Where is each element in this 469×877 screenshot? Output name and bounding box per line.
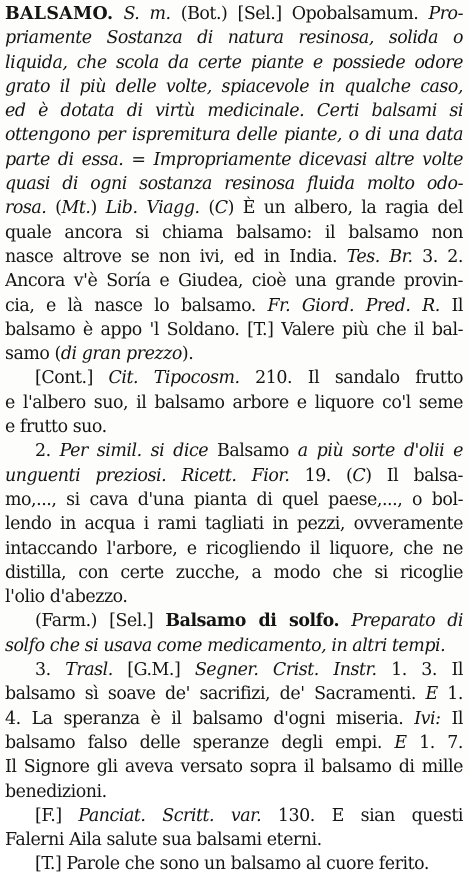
text-line: [5, 2, 463, 26]
text-line: [5, 682, 463, 706]
text-segment: (Farm.) [Sel.]: [35, 611, 166, 632]
text-segment: Lib. Viagg.: [105, 198, 200, 219]
text-segment: Trasl.: [65, 660, 113, 681]
text-segment: ) Il balsa-: [365, 465, 463, 486]
text-line: [5, 318, 463, 342]
text-line: [5, 245, 463, 269]
text-line: [5, 464, 463, 488]
text-segment: priamente Sostanza di natura resinosa, solida o: [5, 28, 463, 49]
text-segment: quasi di ogni sostanza resinosa fluida molto odo-: [5, 174, 463, 195]
text-segment: 4. La speranza è il balsamo d'ogni miseria.: [5, 708, 415, 729]
text-segment: parte di essa. = Impropriamente dicevasi altre volte: [5, 149, 463, 170]
text-segment: grato il più delle volte, spiacevole in qualche caso,: [5, 76, 463, 97]
text-line: [5, 512, 463, 536]
text-segment: liquida, che scola da certe piante e possiede odore: [5, 52, 463, 73]
text-segment: Preparato di: [351, 611, 463, 632]
text-segment: samo (: [5, 344, 61, 365]
text-line: [5, 123, 463, 147]
text-segment: [Cont.]: [35, 368, 109, 389]
text-line: [5, 828, 463, 852]
text-segment: lendo in acqua i rami tagliati in pezzi, ovveramente: [5, 514, 463, 535]
text-segment: Cit. Tipocosm.: [108, 368, 240, 389]
text-line: [5, 26, 463, 50]
text-segment: distilla, con certe zucche, a modo che si ricoglie: [5, 562, 463, 583]
text-segment: Panciat. Scritt. var.: [78, 805, 262, 826]
text-segment: l'olio d'abezzo.: [5, 587, 128, 608]
text-line: [5, 634, 463, 658]
text-segment: Per simil. si dice: [59, 441, 209, 462]
text-segment: mo,..., si cava d'una pianta di quel paese,..., o bol-: [5, 489, 463, 510]
text-segment: 3. 2.: [412, 246, 463, 267]
text-line: [5, 537, 463, 561]
text-segment: 3.: [35, 660, 66, 681]
text-segment: cia, e là nasce lo balsamo.: [5, 295, 268, 316]
text-line: [5, 269, 463, 293]
text-segment: Ancora v'è Soría e Giudea, cioè una grande provin-: [5, 271, 463, 292]
text-segment: 1. 3. Il: [376, 660, 463, 681]
text-segment: (: [199, 198, 215, 219]
dictionary-entry-balsamo: [5, 2, 463, 877]
text-segment: ): [90, 198, 106, 219]
text-segment: ed è dotata di virtù medicinale. Certi balsami si: [5, 101, 463, 122]
text-segment: balsamo falso delle speranze degli empi.: [5, 732, 395, 753]
text-line: [5, 488, 463, 512]
text-line: [5, 415, 463, 439]
text-line: [5, 439, 463, 463]
text-line: [5, 366, 463, 390]
text-line: [5, 609, 463, 633]
text-segment: S. m.: [123, 4, 171, 24]
text-line: [5, 196, 463, 220]
text-segment: rosa.: [5, 198, 47, 219]
text-segment: quale ancora si chiama balsamo: il balsamo non: [5, 222, 463, 243]
text-segment: Il: [439, 295, 463, 316]
text-segment: Tes. Br.: [346, 246, 413, 267]
text-segment: ).: [181, 344, 194, 365]
text-segment: Il: [440, 708, 463, 729]
text-segment: E: [394, 732, 407, 753]
text-segment: Il Signore gli aveva versato sopra il balsamo di mille: [5, 757, 463, 778]
text-segment: ottengono per ispremitura delle piante, o di una data: [5, 125, 463, 146]
text-line: [5, 852, 463, 876]
text-line: [5, 755, 463, 779]
text-segment: nasce altrove se non ivi, ed in India.: [5, 246, 347, 267]
text-segment: C: [214, 198, 228, 219]
text-line: [5, 707, 463, 731]
text-segment: (Bot.) [Sel.] Opobalsamum.: [170, 4, 429, 24]
text-segment: unguenti preziosi. Ricett. Fior.: [5, 465, 290, 486]
text-line: [5, 780, 463, 804]
text-segment: solfo che si usava come medicamento, in altri tempi.: [5, 635, 446, 656]
text-segment: [T.] Parole che sono un balsamo al cuore ferito.: [35, 854, 429, 875]
text-segment: di gran prezzo: [60, 344, 182, 365]
text-line: [5, 294, 463, 318]
text-segment: [339, 611, 351, 631]
text-segment: 19. (: [289, 465, 353, 486]
text-line: [5, 221, 463, 245]
text-segment: 2.: [35, 441, 60, 462]
text-line: [5, 391, 463, 415]
text-segment: 1. 7.: [406, 732, 463, 753]
text-line: [5, 148, 463, 172]
text-segment: Pro-: [428, 4, 463, 24]
text-segment: Ivi:: [414, 708, 441, 729]
text-segment: Segner. Crist. Instr.: [194, 660, 377, 681]
text-segment: benedizioni.: [5, 781, 107, 802]
text-segment: 210. Il sandalo frutto: [239, 368, 463, 389]
text-segment: 1.: [437, 684, 463, 705]
text-segment: E: [425, 684, 438, 705]
text-line: [5, 75, 463, 99]
text-line: [5, 51, 463, 75]
text-segment: Fr. Giord. Pred. R.: [267, 295, 440, 316]
text-segment: e l'albero suo, il balsamo arbore e liquore co'l seme: [5, 392, 463, 413]
text-segment: Balsamo di solfo.: [165, 611, 340, 632]
text-line: [5, 99, 463, 123]
text-segment: Falerni Aila salute sua balsami eterni.: [5, 830, 322, 851]
text-segment: e frutto suo.: [5, 417, 107, 438]
text-line: [5, 561, 463, 585]
headword: BALSAMO.: [5, 4, 114, 24]
text-segment: Balsamo: [208, 441, 298, 462]
text-line: [5, 731, 463, 755]
text-segment: (: [46, 198, 62, 219]
text-segment: C: [352, 465, 366, 486]
text-line: [5, 658, 463, 682]
text-segment: 130. E sian questi: [261, 805, 463, 826]
text-segment: Mt.: [61, 198, 91, 219]
text-segment: intaccando l'arbore, e ricogliendo il liquore, che ne: [5, 538, 463, 559]
text-line: [5, 342, 463, 366]
text-segment: [F.]: [35, 805, 79, 826]
text-segment: balsamo sì soave de' sacrifizi, de' Sacramenti.: [5, 684, 426, 705]
text-segment: balsamo è appo 'l Soldano. [T.] Valere più che il bal-: [5, 319, 463, 340]
text-line: [5, 804, 463, 828]
text-segment: [G.M.]: [112, 660, 195, 681]
text-segment: ) È un albero, la ragia del: [227, 198, 463, 219]
text-segment: [113, 4, 123, 24]
text-line: [5, 172, 463, 196]
text-segment: a più sorte d'olii e: [297, 441, 463, 462]
text-line: [5, 585, 463, 609]
